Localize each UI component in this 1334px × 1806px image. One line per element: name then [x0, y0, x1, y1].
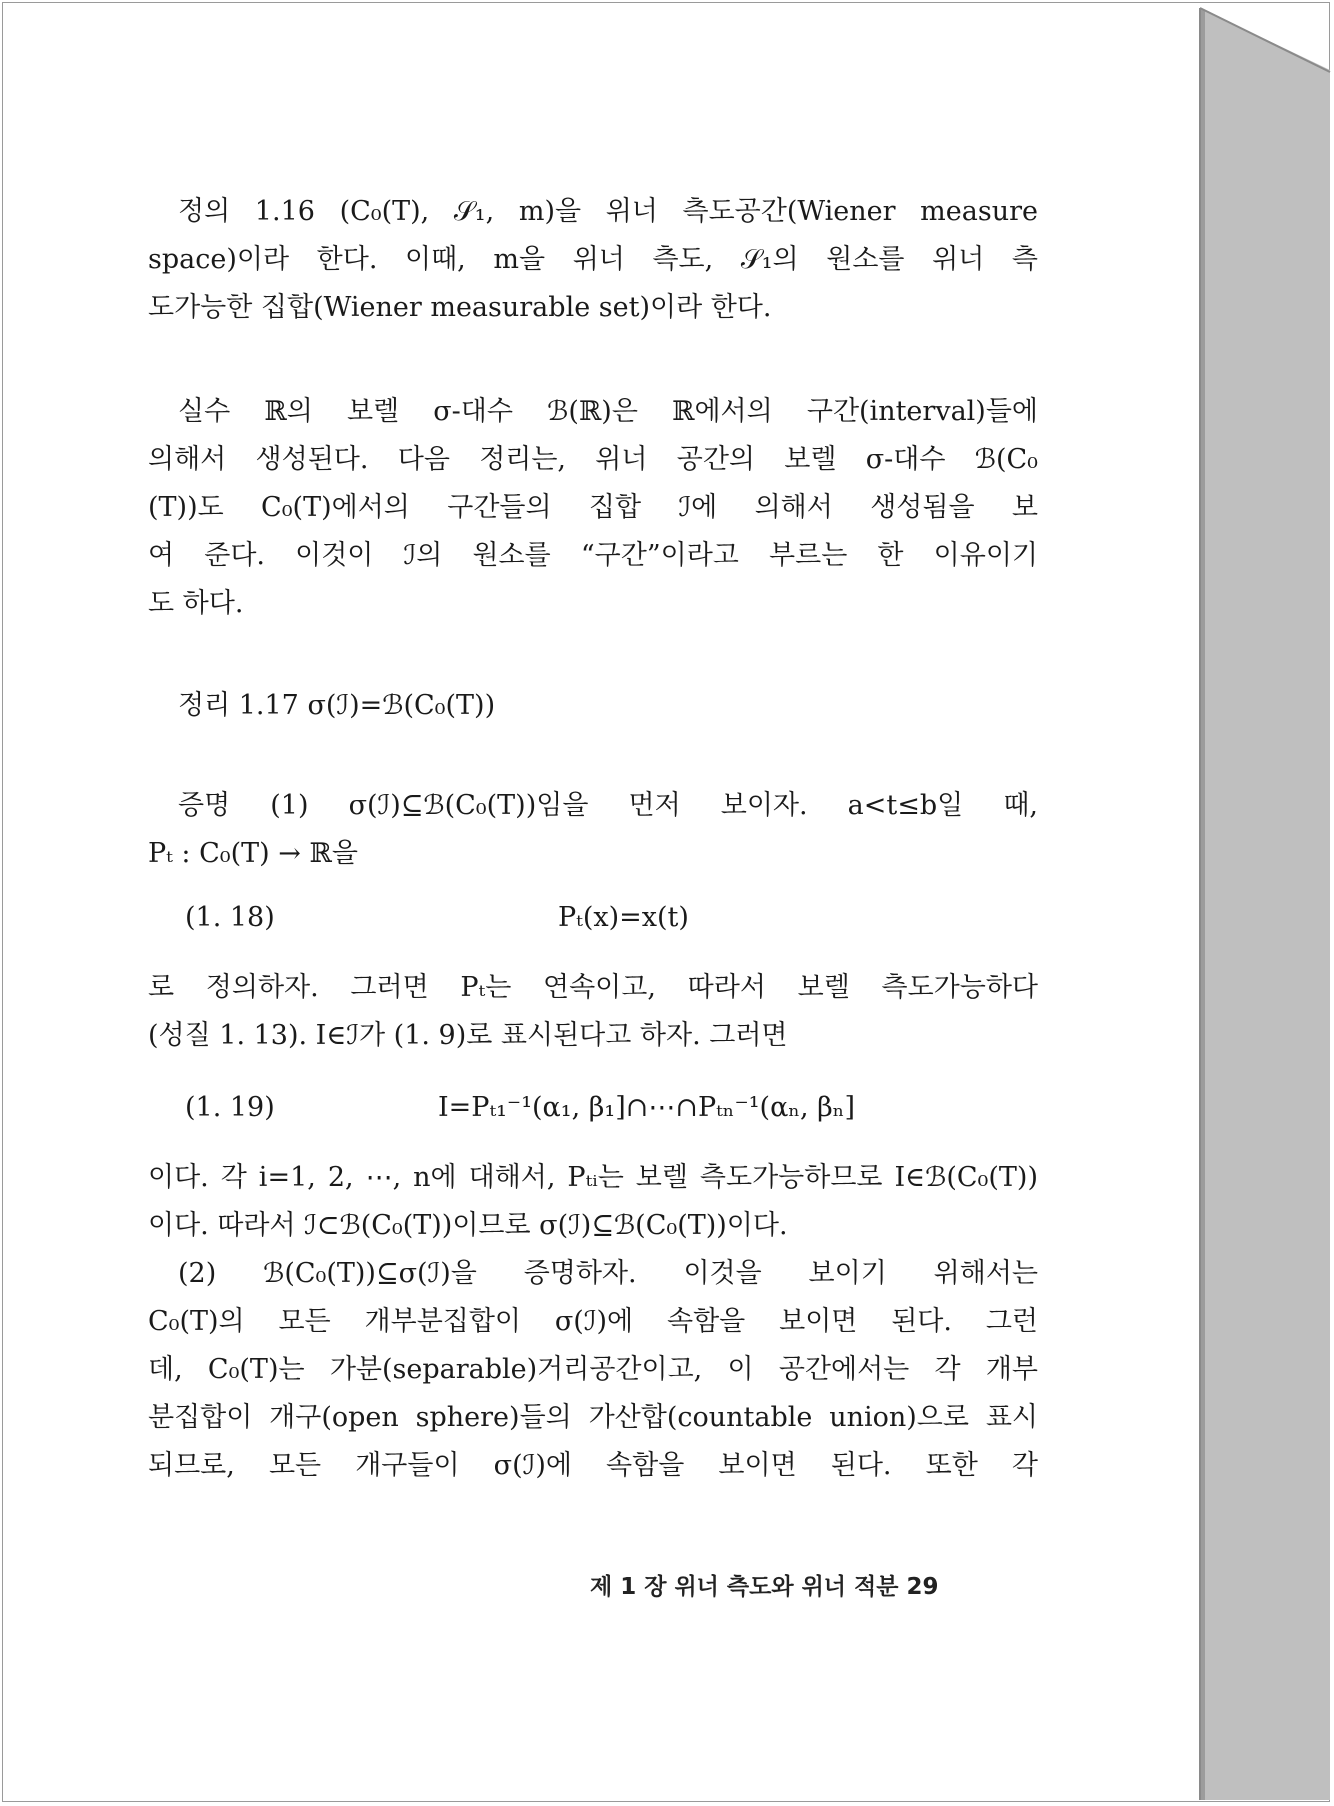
equation-number-1-18: (1. 18): [185, 902, 275, 933]
borel-line-1: 실수 ℝ의 보렐 σ-대수 ℬ(ℝ)은 ℝ에서의 구간(interval)들에: [178, 396, 1038, 427]
borel-line-2: 의해서 생성된다. 다음 정리는, 위너 공간의 보렐 σ-대수 ℬ(C₀: [148, 444, 1038, 475]
proof-line-6: 이다. 따라서 ℐ⊂ℬ(C₀(T))이므로 σ(ℐ)⊆ℬ(C₀(T))이다.: [148, 1210, 788, 1241]
def-line-3: 도가능한 집합(Wiener measurable set)이라 한다.: [148, 292, 772, 323]
equation-1-19: I=Pₜ₁⁻¹(α₁, β₁]∩⋯∩Pₜₙ⁻¹(αₙ, βₙ]: [438, 1092, 855, 1123]
proof-line-5: 이다. 각 i=1, 2, ⋯, n에 대해서, Pₜᵢ는 보렐 측도가능하므로 I∈ℬ(C₀(T)): [148, 1162, 1038, 1193]
borel-line-5: 도 하다.: [148, 588, 244, 619]
theorem-1-17: 정리 1.17 σ(ℐ)=ℬ(C₀(T)): [178, 690, 496, 721]
proof-line-2: Pₜ : C₀(T) → ℝ을: [148, 838, 358, 869]
page-footer: 제 1 장 위너 측도와 위너 적분 29: [590, 1574, 939, 1600]
borel-line-3: (T))도 C₀(T)에서의 구간들의 집합 ℐ에 의해서 생성됨을 보: [148, 492, 1038, 523]
proof-line-4: (성질 1. 13). I∈ℐ가 (1. 9)로 표시된다고 하자. 그러면: [148, 1020, 788, 1051]
equation-1-18: Pₜ(x)=x(t): [558, 902, 689, 933]
def-line-2: space)이라 한다. 이때, m을 위너 측도, 𝒮₁의 원소를 위너 측: [148, 244, 1038, 275]
proof-line-11: 되므로, 모든 개구들이 σ(ℐ)에 속함을 보이면 된다. 또한 각: [148, 1450, 1038, 1481]
borel-line-4: 여 준다. 이것이 ℐ의 원소를 “구간”이라고 부르는 한 이유이기: [148, 540, 1038, 571]
equation-number-1-19: (1. 19): [185, 1092, 275, 1123]
proof-line-1: 증명 (1) σ(ℐ)⊆ℬ(C₀(T))임을 먼저 보이자. a<t≤b일 때,: [178, 790, 1038, 821]
proof-line-7: (2) ℬ(C₀(T))⊆σ(ℐ)을 증명하자. 이것을 보이기 위해서는: [178, 1258, 1038, 1289]
proof-line-9: 데, C₀(T)는 가분(separable)거리공간이고, 이 공간에서는 각 개부: [148, 1354, 1038, 1385]
proof-line-10: 분집합이 개구(open sphere)들의 가산합(countable union)으로 표시: [148, 1402, 1038, 1433]
proof-line-3: 로 정의하자. 그러면 Pₜ는 연속이고, 따라서 보렐 측도가능하다: [148, 972, 1038, 1003]
proof-line-8: C₀(T)의 모든 개부분집합이 σ(ℐ)에 속함을 보이면 된다. 그런: [148, 1306, 1038, 1337]
def-line-1: 정의 1.16 (C₀(T), 𝒮₁, m)을 위너 측도공간(Wiener measure: [178, 196, 1038, 227]
